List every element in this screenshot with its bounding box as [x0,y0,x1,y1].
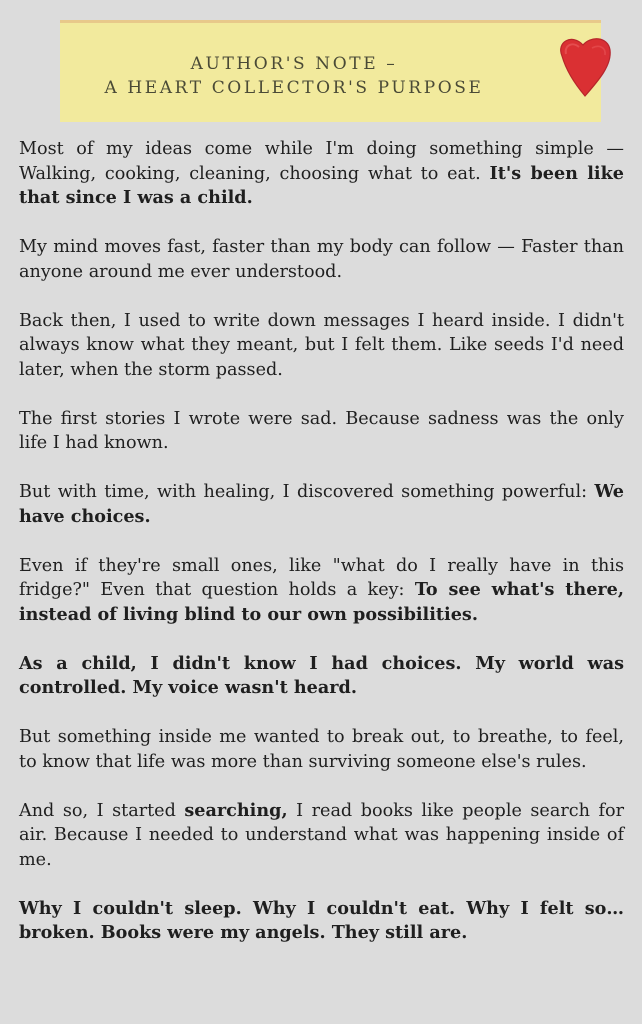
paragraph-7: As a child, I didn't know I had choices. My world was controlled. My voice wasn't heard. [19,652,624,698]
paragraph-8: But something inside me wanted to break out, to breathe, to feel, to know that life was more than surviving someone else's rules. [19,727,624,772]
paragraph-5: But with time, with healing, I discovered something powerful: We have choices. [19,481,624,527]
paragraph-1: Most of my ideas come while I'm doing something simple — Walking, cooking, cleaning, choosing what to eat. It's been like that since I was a child. [19,139,625,208]
title-line-1: AUTHOR'S NOTE – [190,54,398,74]
paragraph-9: And so, I started searching, I read books like people search for air. Because I needed to understand what was happening inside of me. [19,799,624,870]
paragraph-6: Even if they're small ones, like "what do I really have in this fridge?" Even that question holds a key: To see what's there, instead of living blind to our own possibilities. [19,555,624,625]
title-line-2: A HEART COLLECTOR'S PURPOSE [104,78,484,98]
heart-icon [552,30,618,100]
paragraph-10: Why I couldn't sleep. Why I couldn't eat. Why I felt so… broken. Books were my angels. They still are. [19,897,624,943]
paragraph-2: My mind moves fast, faster than my body can follow — Faster than anyone around me ever understood. [19,237,624,282]
paragraph-4: The first stories I wrote were sad. Because sadness was the only life I had known. [19,408,624,453]
note-body [19,137,624,970]
paragraph-3: Back then, I used to write down messages I heard inside. I didn't always know what they meant, but I felt them. Like seeds I'd need later, when the storm passed. [19,310,624,380]
header-banner [60,20,601,122]
page-title [60,52,528,100]
